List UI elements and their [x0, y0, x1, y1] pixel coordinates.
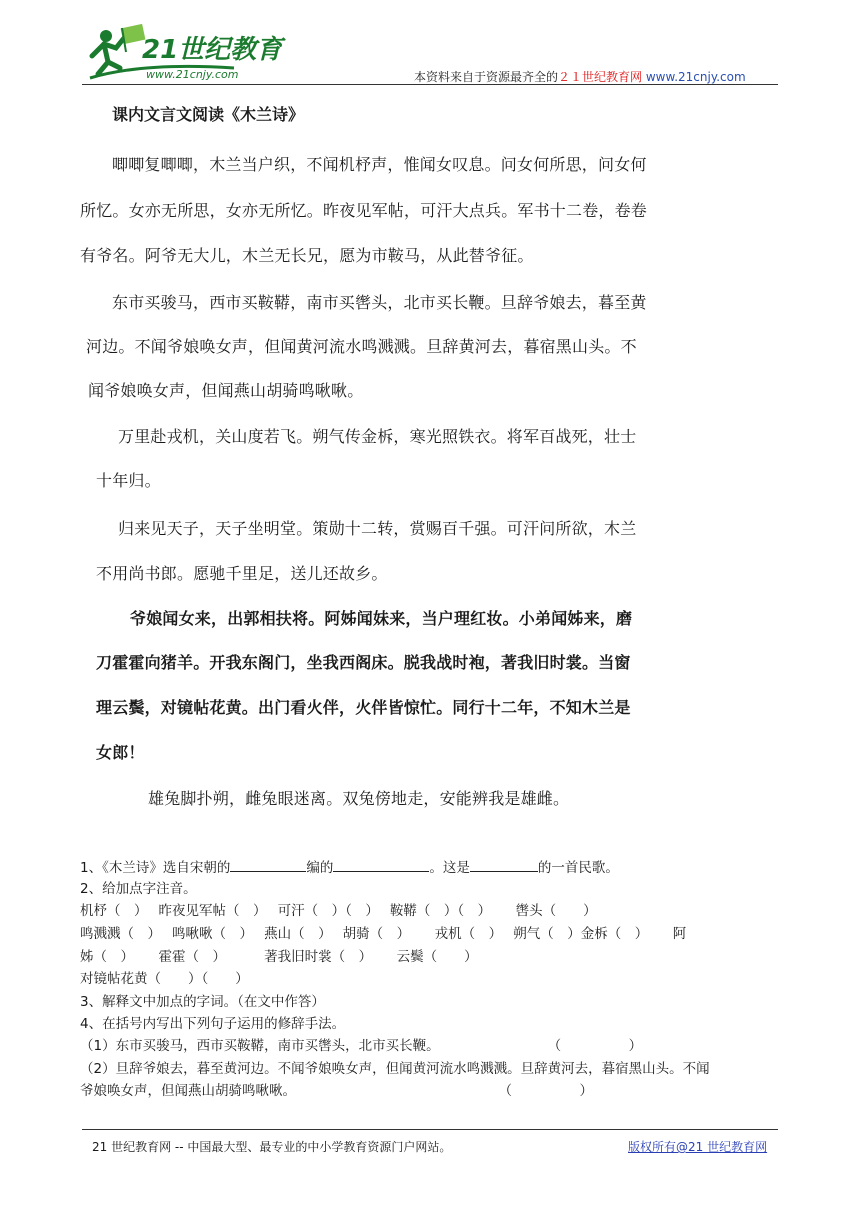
- header-divider: [82, 84, 778, 85]
- passage-line-bold: 女郎！: [96, 743, 145, 762]
- passage-line: 雄兔脚扑朔，雌兔眼迷离。双兔傍地走，安能辨我是雄雌。: [148, 789, 570, 808]
- question-4-item: （1）东市买骏马，西市买鞍鞯，南市买辔头，北市买长鞭。 （ ）: [80, 1038, 643, 1054]
- question-4: 4、在括号内写出下列句子运用的修辞手法。: [80, 1016, 346, 1032]
- question-2-line: 机杼（ ） 昨夜见军帖（ ） 可汗（ ）（ ） 鞍鞯（ ）（ ） 辔头（ ）: [80, 903, 597, 919]
- passage-line: 万里赴戎机，关山度若飞。朔气传金柝，寒光照铁衣。将军百战死，壮士: [118, 427, 637, 446]
- passage-line: 河边。不闻爷娘唤女声，但闻黄河流水鸣溅溅。旦辞黄河去，暮宿黑山头。不: [86, 337, 637, 356]
- passage-line: 有爷名。阿爷无大儿，木兰无长兄，愿为市鞍马，从此替爷征。: [80, 246, 534, 265]
- question-1-part-a: 1、《木兰诗》选自宋朝的: [80, 860, 231, 876]
- footer-copyright-link[interactable]: 版权所有@21 世纪教育网: [628, 1140, 768, 1154]
- question-2-line: 姊（ ） 霍霍（ ） 著我旧时裳（ ） 云鬓（ ）: [80, 949, 478, 965]
- logo-text: 21世纪教育: [142, 35, 283, 65]
- site-logo: [84, 22, 304, 86]
- question-1: [80, 856, 619, 876]
- question-2-line: 对镜帖花黄（ ）（ ）: [80, 971, 249, 987]
- passage-line: 不用尚书郎。愿驰千里足，送儿还故乡。: [96, 564, 388, 583]
- question-1-part-d: 的一首民歌。: [537, 860, 619, 876]
- question-2: 2、给加点字注音。: [80, 881, 197, 897]
- passage-line-bold: 理云鬓，对镜帖花黄。出门看火伴，火伴皆惊忙。同行十二年，不知木兰是: [96, 698, 631, 717]
- header-note: [414, 68, 746, 85]
- passage-line: 归来见天子，天子坐明堂。策勋十二转，赏赐百千强。可汗问所欲，木兰: [118, 519, 637, 538]
- header-note-prefix: 本资料来自于资源最齐全的: [414, 70, 559, 84]
- blank-era[interactable]: [470, 859, 538, 872]
- question-3: 3、解释文中加点的字词。（在文中作答）: [80, 994, 325, 1010]
- passage-line-bold: 刀霍霍向猪羊。开我东阁门，坐我西阁床。脱我战时袍，著我旧时裳。当窗: [96, 653, 631, 672]
- blank-dynasty[interactable]: [230, 859, 306, 872]
- question-1-part-c: 。这是: [429, 860, 470, 876]
- passage-line: 东市买骏马，西市买鞍鞯，南市买辔头，北市买长鞭。旦辞爷娘去，暮至黄: [112, 293, 647, 312]
- question-1-part-b: 编的: [306, 860, 334, 876]
- document-title: 课内文言文阅读《木兰诗》: [112, 105, 305, 124]
- logo-url: www.21cnjy.com: [146, 68, 239, 81]
- passage-line-bold: 爷娘闻女来，出郭相扶将。阿姊闻妹来，当户理红妆。小弟闻姊来，磨: [130, 609, 633, 628]
- passage-line: 所忆。女亦无所思，女亦无所忆。昨夜见军帖，可汗大点兵。军书十二卷，卷卷: [80, 201, 648, 220]
- footer-divider: [82, 1129, 778, 1130]
- passage-line: 十年归。: [96, 471, 161, 490]
- header-note-brand: ２１世纪教育网: [558, 70, 643, 84]
- question-4-item: 爷娘唤女声，但闻燕山胡骑鸣啾啾。 （ ）: [80, 1083, 593, 1099]
- footer-text: 21 世纪教育网 -- 中国最大型、最专业的中小学教育资源门户网站。: [92, 1140, 452, 1154]
- passage-line: 唧唧复唧唧，木兰当户织，不闻机杼声，惟闻女叹息。问女何所思，问女何: [112, 155, 647, 174]
- question-2-line: 鸣溅溅（ ） 鸣啾啾（ ） 燕山（ ） 胡骑（ ） 戎机（ ） 朔气（ ）金柝（ ） 阿: [80, 926, 687, 942]
- passage-line: 闻爷娘唤女声，但闻燕山胡骑鸣啾啾。: [88, 381, 364, 400]
- blank-compiler[interactable]: [333, 859, 429, 872]
- header-note-url[interactable]: www.21cnjy.com: [645, 70, 746, 84]
- question-4-item: （2）旦辞爷娘去，暮至黄河边。不闻爷娘唤女声，但闻黄河流水鸣溅溅。旦辞黄河去，暮宿黑山头。不闻: [80, 1061, 710, 1077]
